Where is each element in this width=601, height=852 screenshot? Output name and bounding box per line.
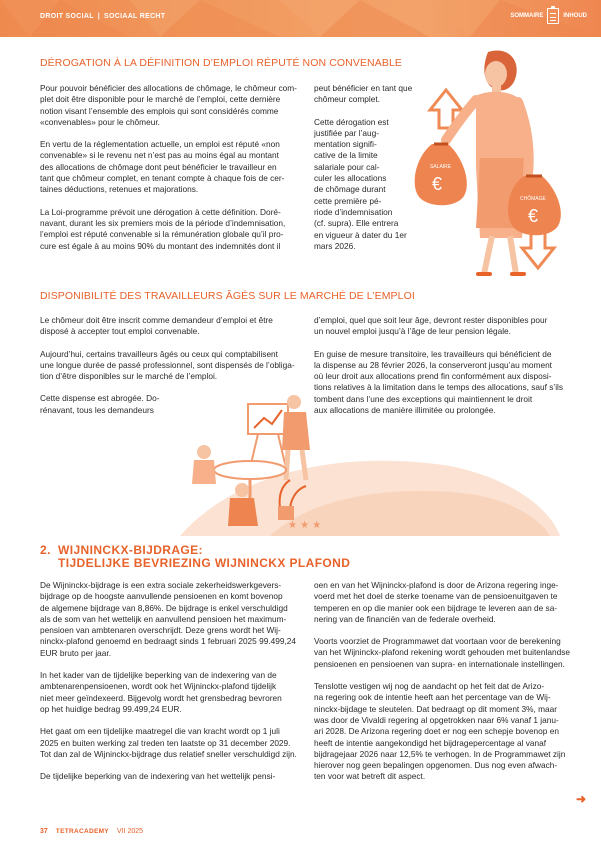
section3-column-right — [314, 580, 576, 794]
meeting-illustration — [150, 388, 560, 536]
arrow-down-icon — [522, 232, 554, 268]
paragraph: peut bénéficier en tant que chômeur complet. — [314, 83, 413, 105]
paragraph: De tijdelijke beperking van de indexering van het wettelijk pensi- — [40, 771, 276, 782]
page-number: 37 — [40, 828, 48, 835]
tetracademy-logo: TETRACADEMY — [55, 828, 109, 835]
svg-text:CHÔMAGE: CHÔMAGE — [520, 196, 546, 202]
section-title-line1: WIJNINCKX-BIJDRAGE: — [58, 543, 203, 557]
woman-money-bags-illustration — [410, 48, 570, 280]
breadcrumb — [40, 13, 165, 20]
paragraph: Tenslotte vestigen wij nog de aandacht op het feit dat de Arizo- na regering ook de intentie heeft aan het percentage van de Wij- ninckx-bijdage te sleutelen. Dat bedraagt op dit moment 3%, maar was door de Vivaldi regering al opgetrokken naar 6% vanaf 1 janu- ari 2028. De Arizona regering doet er nog een schepje bovenop en heeft de intentie aangekondigd het bijdragepercentage al vanaf bijdragejaar 2026 naar 12,5% te verhogen. In de Programmawet zijn hierover nog geen bepalingen opgenomen. Dus nog even afwach- ten voor wat betreft dit aspect. — [314, 681, 566, 782]
svg-text:€: € — [528, 206, 539, 226]
svg-text:€: € — [432, 174, 443, 194]
section-heading-wijninckx — [40, 544, 350, 570]
breadcrumb-subsection[interactable]: SOCIAAL RECHT — [104, 13, 166, 20]
paragraph: Voorts voorziet de Programmawet dat voortaan voor de berekening van het Wijninckx-plafond rekening wordt gehouden met buitenlandse pensioenen en pensioenen van supra- en internationale instellingen. — [314, 636, 570, 669]
issue-label: VII 2025 — [116, 828, 144, 835]
breadcrumb-separator: | — [97, 13, 101, 20]
paragraph: Het gaat om een tijdelijke maatregel die van kracht wordt op 1 juli 2025 en buiten werking zal treden ten laatste op 31 december 2029. Tot dan zal de Wijninckx-bijdrage dus relatief sneller verschuldigd zijn. — [40, 726, 297, 759]
paragraph: In het kader van de tijdelijke beperking van de indexering van de ambtenarenpensioenen, wordt ook het Wijninckx-plafond tijdelijk niet meer geïndexeerd. Bijgevolg wordt het grensbedrag bevroren op het huidige bedrag 99.499,24 EUR. — [40, 670, 282, 714]
paragraph: En guise de mesure transitoire, les travailleurs qui bénéficient de la dispense au 28 février 2026, la conserveront jusqu’au moment où leur droit aux allocations prend fin conformément aux disposi- tions relatives à la limitation dans le temps des allocations, sauf s’ils tombent dans l’une des exceptions qui maintiennent le droit aux allocations de manière illimitée ou prolongée. — [314, 348, 564, 416]
sommaire-label: SOMMAIRE — [510, 13, 544, 19]
arrow-right-icon[interactable]: ➜ — [576, 792, 587, 806]
svg-text:★ ★ ★: ★ ★ ★ — [288, 520, 322, 531]
paragraph: La Loi-programme prévoit une dérogation à cette définition. Doré- navant, durant les six premiers mois de la période d’indemnisation, l’emploi est réputé convenable si la rémunération globale qu’il pro- cure est égale à au moins 90% du montant des indemnités dont il — [40, 206, 286, 251]
section-heading-disponibilite: DISPONIBILITÉ DES TRAVAILLEURS ÂGÉS SUR LE MARCHÉ DE L’EMPLOI — [40, 290, 415, 302]
section1-column-left — [40, 83, 308, 263]
paragraph: d’emploi, quel que soit leur âge, devront rester disponibles pour un nouvel emploi jusqu’à l’âge de leur pension légale. — [314, 315, 548, 337]
paragraph: Cette dérogation est justifiée par l’aug- mentation signifi- cative de la limite salariale pour cal- culer les allocations de chômage durant cette première pé- riode d’indemnisation (cf. supra). Elle entrera en vigueur à dater du 1er mars 2026. — [314, 116, 407, 251]
inhoud-label: INHOUD — [563, 13, 587, 19]
table-of-contents-button[interactable] — [510, 8, 587, 24]
paragraph: Pour pouvoir bénéficier des allocations de chômage, le chômeur com- plet doit être disponible pour le marché de l’emploi, cette dernière notion visant l’ensemble des emplois qui sont considérés comme «convenables» pour le chômeur. — [40, 83, 297, 127]
paragraph: Cette dispense est abrogée. Do- rénavant, tous les demandeurs — [40, 393, 160, 415]
paragraph: Le chômeur doit être inscrit comme demandeur d’emploi et être disposé à accepter tout emploi convenable. — [40, 315, 273, 337]
section3-column-left — [40, 580, 304, 793]
section-heading-derogation: DÉROGATION À LA DÉFINITION D’EMPLOI RÉPUTÉ NON CONVENABLE — [40, 57, 402, 69]
paragraph: De Wijninckx-bijdrage is een extra sociale zekerheidswerkgevers- bijdrage op de hoogste aanvullende pensioenen en komt bovenop de algemene bijdrage van 8,86%. De bijdrage is enkel verschuldigd als de som van het wettelijk en aanvullend pensioen het maximum- pensioen van ambtenaren overschrijdt. Deze grens wordt het Wij- ninckx-plafond genoemd en bedraagt sinds 1 februari 2025 99.499,24 EUR bruto per jaar. — [40, 580, 297, 658]
section-title-line2: TIJDELIJKE BEVRIEZING WIJNINCKX PLAFOND — [58, 556, 351, 570]
paragraph: En vertu de la réglementation actuelle, un emploi est réputé «non convenable» si le revenu net n’est pas au moins égal au montant des allocations de chômage dont peut bénéficier le travailleur en tant que chômeur complet, en tenant compte à chaque fois de cer- taines déductions, retenues et majorations. — [40, 139, 285, 195]
section-number: 2. — [40, 543, 51, 557]
paragraph: oen en van het Wijninckx-plafond is door de Arizona regering inge- voerd met het doel de sterke toename van de pensioenuitgaven te temperen en op die manier ook een bijdrage te leveren aan de sa- nering van de financiën van de federale overheid. — [314, 580, 559, 624]
breadcrumb-section[interactable]: DROIT SOCIAL — [40, 13, 94, 20]
clipboard-icon — [547, 8, 559, 24]
header-banner — [0, 0, 601, 37]
page-footer — [40, 828, 143, 835]
svg-text:SALAIRE: SALAIRE — [430, 164, 452, 170]
paragraph: Aujourd’hui, certains travailleurs âgés ou ceux qui comptabilisent une longue durée de passé professionnel, sont dispensés de l’obliga- tion d’être disponibles sur le marché de l’emploi. — [40, 348, 295, 382]
